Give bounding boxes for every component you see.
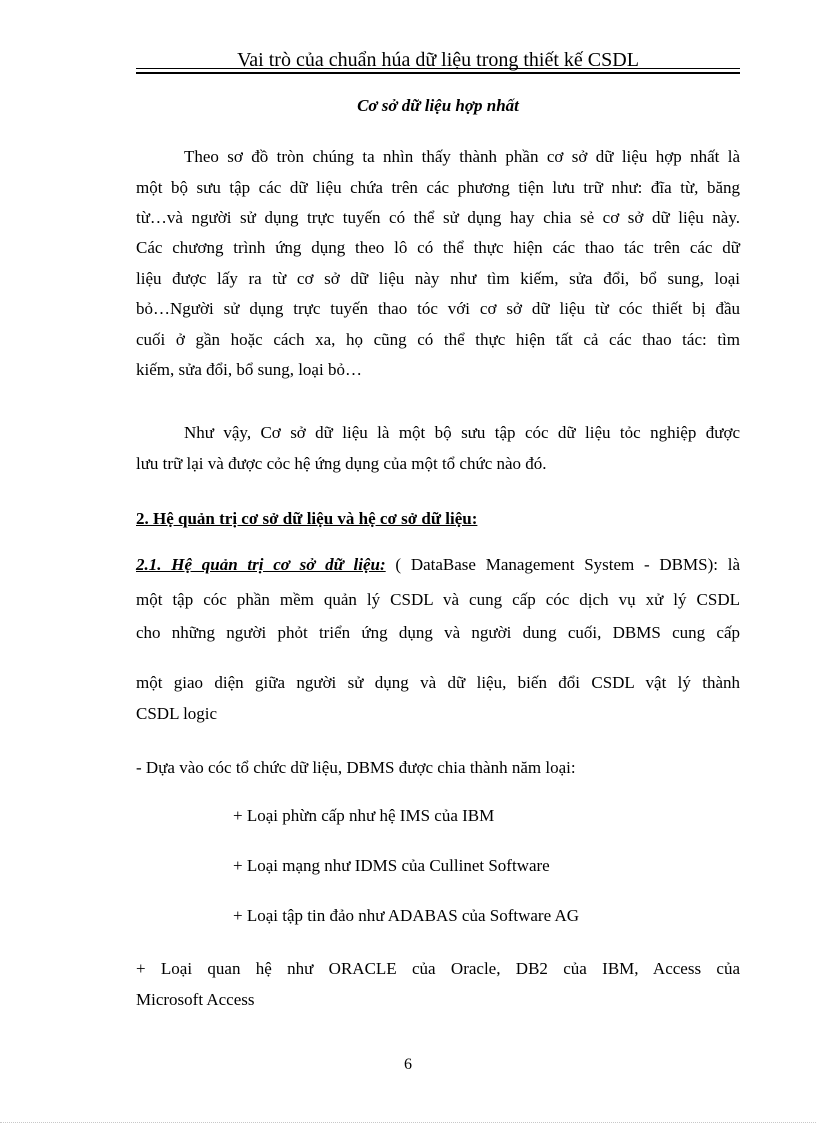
paragraph-line: CSDL logic (136, 704, 218, 723)
paragraph-line: lưu trữ lại và được cỏc hệ ứng dụng của một tổ chức nào đó. (136, 454, 547, 473)
header-rule-thin (136, 68, 740, 69)
list-item: + Loại phừn cấp như hệ IMS của IBM (233, 806, 495, 825)
header-rule-thick (136, 72, 740, 74)
running-header: Vai trò của chuẩn húa dữ liệu trong thiết kế CSDL (237, 49, 639, 71)
paragraph-line: kiếm, sửa đổi, bổ sung, loại bỏ… (136, 360, 362, 379)
paragraph-line: liệu được lấy ra từ cơ sở dữ liệu này như tìm kiếm, sửa đổi, bổ sung, loại (136, 269, 740, 288)
paragraph-line: một tập cóc phần mềm quản lý CSDL và cung cấp cóc dịch vụ xử lý CSDL (136, 590, 740, 609)
paragraph-line: bỏ…Người sử dụng trực tuyến thao tóc với cơ sở dữ liệu từ cóc thiết bị đầu (136, 299, 740, 318)
paragraph-line: + Loại quan hệ như ORACLE của Oracle, DB2 của IBM, Access của (136, 959, 740, 978)
list-item: + Loại mạng như IDMS của Cullinet Software (233, 856, 550, 875)
term-heading: 2.1. Hệ quản trị cơ sở dữ liệu: (136, 555, 386, 574)
list-item: + Loại tập tin đảo như ADABAS của Software AG (233, 906, 580, 925)
paragraph-line (136, 550, 740, 580)
page-number: 6 (404, 1056, 412, 1073)
classification-intro: - Dựa vào cóc tổ chức dữ liệu, DBMS được chia thành năm loại: (136, 758, 576, 777)
paragraph-line: cuối ở gần hoặc cách xa, họ cũng có thể thực hiện tất cả các thao tác: tìm (136, 330, 740, 349)
term-definition: ( DataBase Management System - DBMS): là (385, 555, 740, 574)
section-subtitle: Cơ sở dữ liệu hợp nhất (357, 96, 519, 115)
paragraph-line: một giao diện giữa người sử dụng và dữ liệu, biến đổi CSDL vật lý thành (136, 673, 740, 692)
paragraph-line: cho những người phỏt triển ứng dụng và người dung cuối, DBMS cung cấp (136, 623, 740, 642)
paragraph-line: Các chương trình ứng dụng theo lô có thể thực hiện các thao tác trên các dữ (136, 238, 740, 257)
paragraph-line: từ…và người sử dụng trực tuyến có thể sử dụng hay chia sẻ cơ sở dữ liệu này. (136, 208, 740, 227)
paragraph-line: Theo sơ đồ tròn chúng ta nhìn thấy thành phần cơ sở dữ liệu hợp nhất là (184, 147, 740, 166)
paragraph-line: Microsoft Access (136, 990, 255, 1009)
paragraph-line: một bộ sưu tập các dữ liệu chứa trên các phương tiện lưu trữ như: đĩa từ, băng (136, 178, 740, 197)
section-heading: 2. Hệ quản trị cơ sở dữ liệu và hệ cơ sở dữ liệu: (136, 509, 478, 528)
paragraph-line: Như vậy, Cơ sở dữ liệu là một bộ sưu tập cóc dữ liệu tỏc nghiệp được (184, 423, 740, 442)
